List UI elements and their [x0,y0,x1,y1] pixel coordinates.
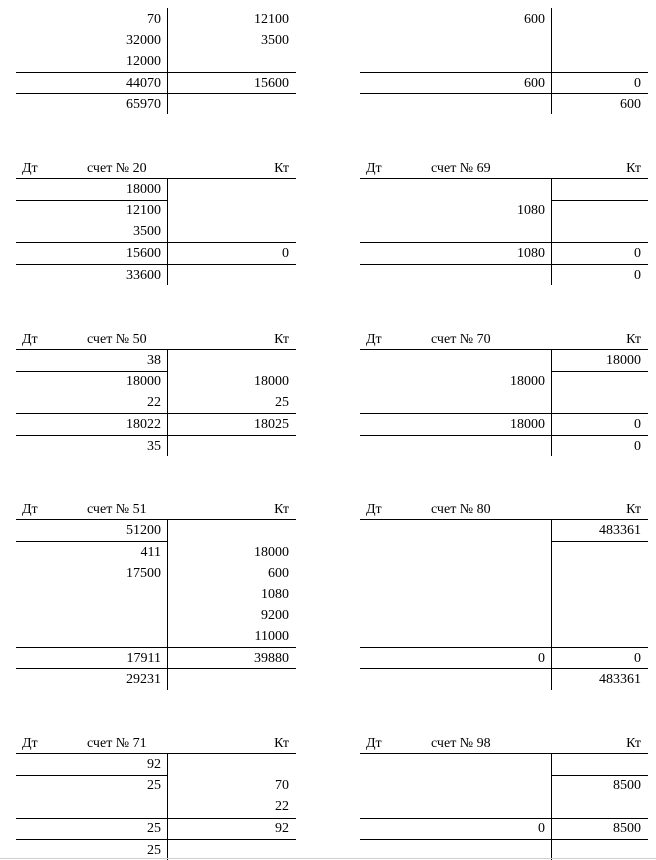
header-line [16,519,296,520]
turnover-top-line [360,818,648,819]
turnover-debit: 44070 [126,76,161,91]
turnover-credit: 8500 [613,821,641,836]
header-line [360,349,648,350]
opening-line [551,371,648,372]
turnover-top-line [360,647,648,648]
closing-credit: 483361 [599,672,641,687]
account-number: 98 [476,736,491,751]
debit-label: Дт [366,332,382,347]
credit-label: Кт [274,502,289,517]
debit-entry: 411 [140,545,161,560]
account-prefix: счет № [87,332,130,347]
account-title [431,502,491,518]
credit-label: Кт [626,502,641,517]
account-title [431,736,491,752]
debit-label: Дт [22,736,38,751]
turnover-bottom-line [360,435,648,436]
account-prefix: счет № [87,161,130,176]
credit-label: Кт [274,332,289,347]
turnover-credit: 92 [275,821,289,836]
debit-entry: 25 [147,778,161,793]
account-number: 50 [132,332,147,347]
turnover-bottom-line [16,839,296,840]
opening-debit: 18000 [126,182,161,197]
debit-entry: 18000 [510,374,545,389]
divider [167,178,168,285]
debit-entry: 600 [524,12,545,27]
credit-entry: 9200 [261,608,289,623]
opening-credit: 18000 [606,353,641,368]
closing-credit: 600 [620,97,641,112]
turnover-top-line [16,647,296,648]
account-title [87,502,147,518]
turnover-debit: 17911 [126,651,161,666]
turnover-top-line [360,242,648,243]
closing-credit: 0 [634,439,641,454]
closing-debit: 35 [147,439,161,454]
opening-credit: 483361 [599,523,641,538]
credit-entry: 22 [275,799,289,814]
account-number: 70 [476,332,491,347]
credit-label: Кт [274,736,289,751]
account-prefix: счет № [431,332,474,347]
turnover-bottom-line [360,839,648,840]
turnover-bottom-line [360,264,648,265]
account-prefix: счет № [87,502,130,517]
closing-debit: 25 [147,843,161,858]
account-title [87,736,147,752]
account-prefix: счет № [431,161,474,176]
turnover-top-line [16,413,296,414]
divider [551,753,552,860]
opening-debit: 51200 [126,523,161,538]
turnover-credit: 0 [634,417,641,432]
debit-label: Дт [366,502,382,517]
debit-entry: 3500 [133,224,161,239]
debit-entry: 70 [147,12,161,27]
account-prefix: счет № [87,736,130,751]
debit-entry: 12000 [126,54,161,69]
debit-label: Дт [22,332,38,347]
credit-entry: 3500 [261,33,289,48]
account-number: 69 [476,161,491,176]
credit-entry: 18000 [254,545,289,560]
opening-line [551,541,648,542]
opening-line [551,200,648,201]
turnover-debit: 1080 [517,246,545,261]
debit-entry: 32000 [126,33,161,48]
opening-debit: 38 [147,353,161,368]
turnover-credit: 39880 [254,651,289,666]
credit-label: Кт [626,736,641,751]
turnover-top-line [360,72,648,73]
account-title [87,161,147,177]
turnover-debit: 0 [538,821,545,836]
account-number: 71 [132,736,147,751]
turnover-debit: 15600 [126,246,161,261]
opening-line [16,371,168,372]
closing-debit: 33600 [126,268,161,283]
header-line [16,753,296,754]
turnover-credit: 0 [634,76,641,91]
turnover-credit: 18025 [254,417,289,432]
opening-line [16,541,168,542]
turnover-debit: 18022 [126,417,161,432]
header-line [16,349,296,350]
closing-debit: 65970 [126,97,161,112]
turnover-bottom-line [16,93,296,94]
credit-entry: 1080 [261,587,289,602]
opening-line [16,200,168,201]
header-line [16,178,296,179]
opening-line [551,775,648,776]
turnover-debit: 0 [538,651,545,666]
header-line [360,178,648,179]
account-number: 80 [476,502,491,517]
debit-label: Дт [366,161,382,176]
debit-label: Дт [22,161,38,176]
account-prefix: счет № [431,736,474,751]
credit-entry: 25 [275,395,289,410]
debit-entry: 1080 [517,203,545,218]
turnover-top-line [360,413,648,414]
debit-label: Дт [22,502,38,517]
closing-debit: 29231 [126,672,161,687]
credit-entry: 11000 [254,629,289,644]
turnover-credit: 0 [282,246,289,261]
credit-entry: 70 [275,778,289,793]
turnover-bottom-line [16,435,296,436]
debit-label: Дт [366,736,382,751]
turnover-top-line [16,818,296,819]
turnover-debit: 18000 [510,417,545,432]
opening-debit: 92 [147,757,161,772]
credit-entry: 600 [268,566,289,581]
account-title [431,161,491,177]
credit-label: Кт [626,161,641,176]
account-number: 51 [132,502,147,517]
account-number: 20 [132,161,147,176]
closing-credit: 0 [634,268,641,283]
turnover-credit: 15600 [254,76,289,91]
credit-entry: 8500 [613,778,641,793]
turnover-top-line [16,242,296,243]
credit-label: Кт [274,161,289,176]
turnover-debit: 25 [147,821,161,836]
account-title [431,332,491,348]
header-line [360,519,648,520]
account-title [87,332,147,348]
header-line [360,753,648,754]
turnover-debit: 600 [524,76,545,91]
turnover-top-line [16,72,296,73]
turnover-bottom-line [16,264,296,265]
debit-entry: 22 [147,395,161,410]
account-prefix: счет № [431,502,474,517]
turnover-bottom-line [360,668,648,669]
credit-entry: 12100 [254,12,289,27]
debit-entry: 18000 [126,374,161,389]
turnover-credit: 0 [634,246,641,261]
turnover-bottom-line [360,93,648,94]
turnover-bottom-line [16,668,296,669]
opening-line [16,775,168,776]
credit-label: Кт [626,332,641,347]
debit-entry: 17500 [126,566,161,581]
page-bottom-border [0,858,656,859]
turnover-credit: 0 [634,651,641,666]
debit-entry: 12100 [126,203,161,218]
credit-entry: 18000 [254,374,289,389]
